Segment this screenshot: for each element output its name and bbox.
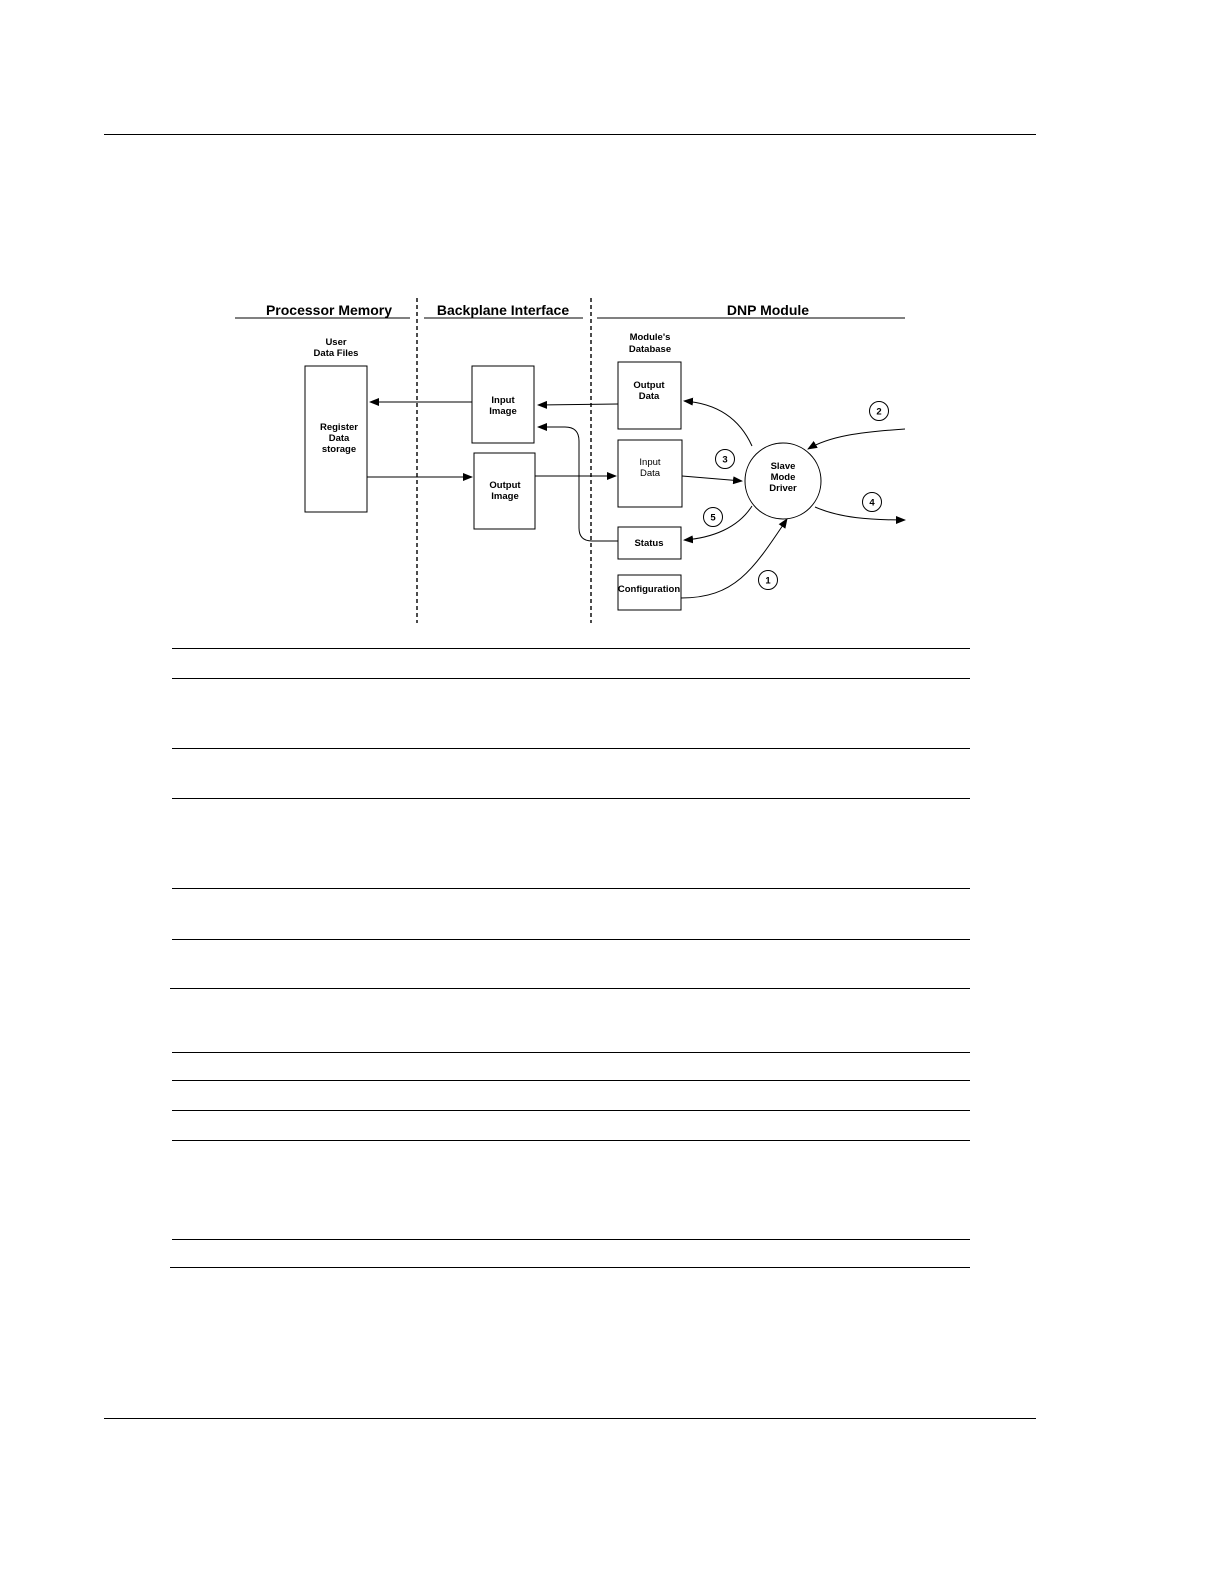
step-badge-4 bbox=[863, 493, 882, 512]
step-badge-2 bbox=[870, 402, 889, 421]
svg-text:4: 4 bbox=[869, 497, 875, 509]
status-block bbox=[618, 527, 681, 559]
svg-text:Image: Image bbox=[489, 406, 517, 417]
slave-mode-driver-node bbox=[745, 443, 821, 519]
arrow-driver-to-output-data bbox=[684, 401, 752, 446]
svg-text:Output: Output bbox=[633, 380, 665, 391]
svg-text:3: 3 bbox=[722, 454, 728, 466]
svg-text:Configuration: Configuration bbox=[617, 584, 681, 595]
arrow-output-data-to-input-image bbox=[538, 404, 618, 405]
output-image-block bbox=[474, 453, 535, 529]
arrow-input-data-to-driver bbox=[682, 476, 742, 481]
svg-text:Slave: Slave bbox=[770, 461, 796, 472]
section-backplane-interface: Backplane Interface bbox=[436, 302, 570, 318]
svg-text:Output: Output bbox=[489, 480, 521, 491]
user-data-files-caption: Data Files bbox=[313, 348, 359, 359]
svg-text:Status: Status bbox=[634, 538, 664, 549]
modules-database-caption: Database bbox=[628, 344, 672, 355]
input-data-block bbox=[618, 440, 682, 507]
output-data-block bbox=[618, 362, 681, 429]
svg-text:Mode: Mode bbox=[770, 472, 796, 483]
svg-text:Image: Image bbox=[491, 491, 519, 502]
step-badge-5 bbox=[704, 508, 723, 527]
step-badge-3 bbox=[716, 450, 735, 469]
svg-text:1: 1 bbox=[765, 575, 771, 587]
section-processor-memory: Processor Memory bbox=[265, 302, 393, 318]
svg-text:Driver: Driver bbox=[769, 483, 797, 494]
svg-text:Data: Data bbox=[638, 391, 660, 402]
svg-text:5: 5 bbox=[710, 512, 716, 524]
svg-text:Data: Data bbox=[639, 468, 661, 479]
svg-text:Register: Register bbox=[319, 422, 359, 433]
configuration-block bbox=[618, 575, 681, 610]
arrow-status-to-input-image bbox=[538, 427, 618, 541]
svg-text:Data: Data bbox=[328, 433, 350, 444]
user-data-files-caption: User bbox=[325, 337, 347, 348]
svg-text:Input: Input bbox=[491, 395, 515, 406]
input-image-block bbox=[472, 366, 534, 443]
svg-text:Input: Input bbox=[639, 457, 661, 468]
arrow-driver-to-network-out bbox=[815, 507, 905, 520]
arrow-network-in-to-driver bbox=[808, 429, 905, 449]
register-data-storage-block bbox=[305, 366, 367, 512]
section-dnp-module: DNP Module bbox=[726, 302, 810, 318]
svg-text:storage: storage bbox=[321, 444, 357, 455]
svg-text:2: 2 bbox=[876, 406, 882, 418]
modules-database-caption: Module's bbox=[629, 332, 671, 343]
step-badge-1 bbox=[759, 571, 778, 590]
